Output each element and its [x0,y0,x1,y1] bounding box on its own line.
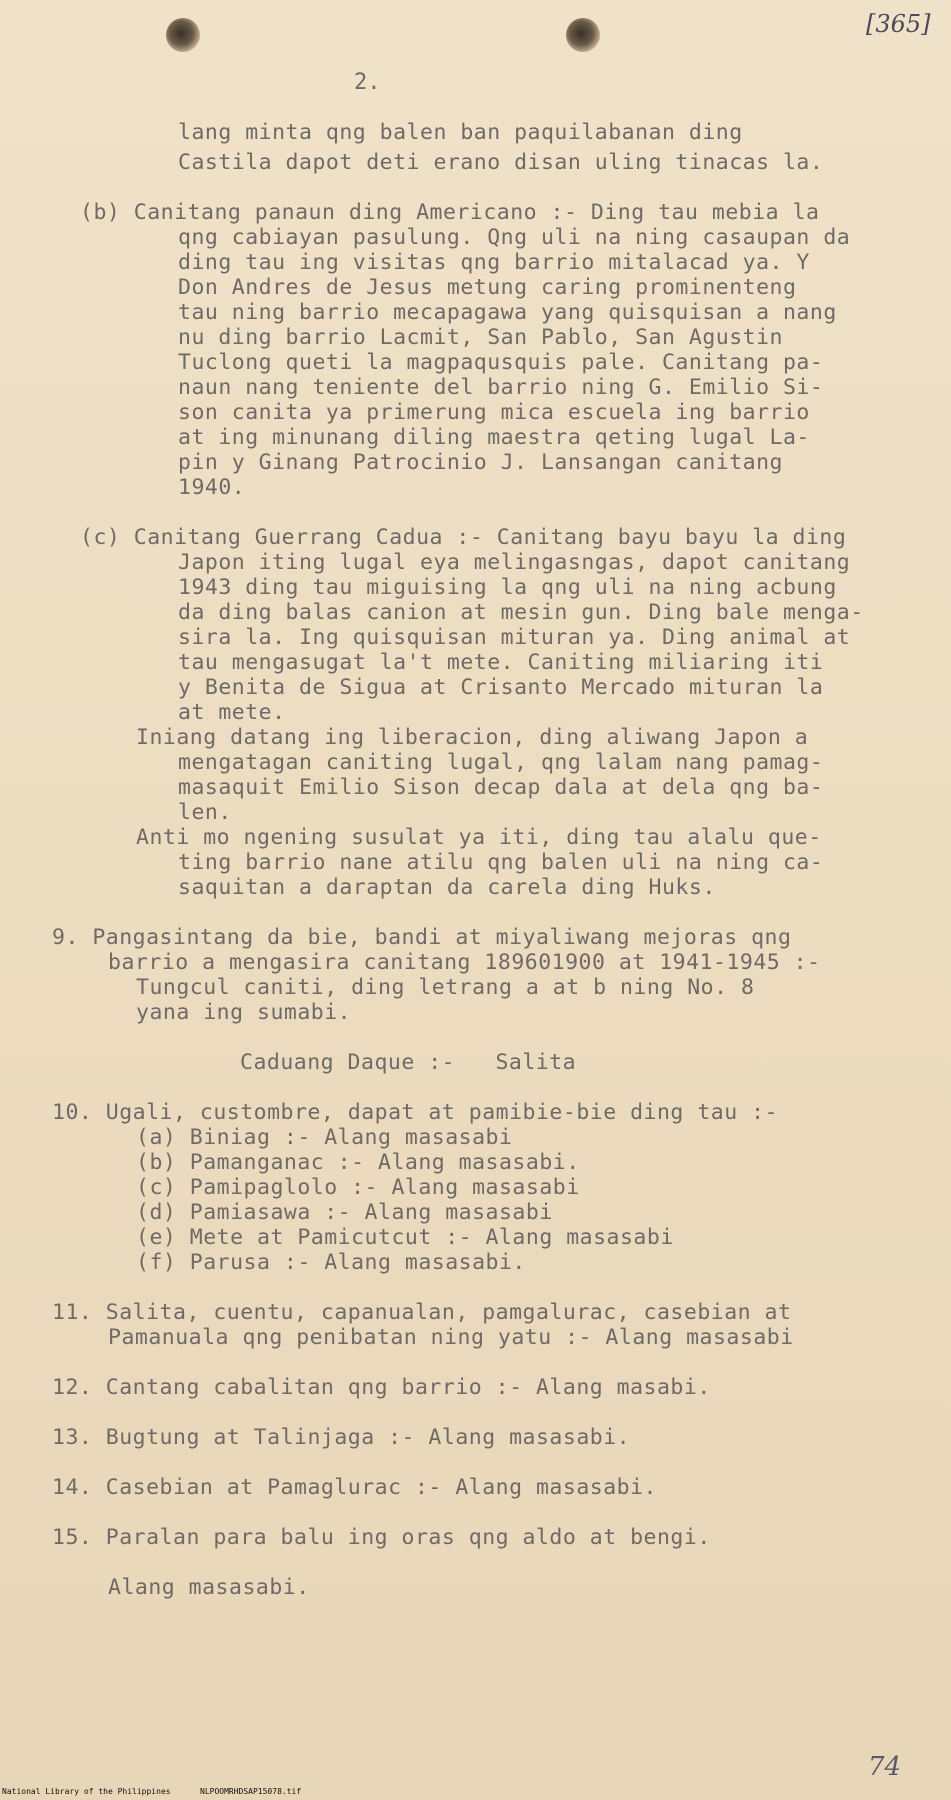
text-line: lang minta qng balen ban paquilabanan ding [178,120,743,145]
text-line: Iniang datang ing liberacion, ding aliwang Japon a [136,725,809,750]
text-line: Tuclong queti la magpaqusquis pale. Canitang pa- [178,350,824,375]
text-line: da ding balas canion at mesin gun. Ding bale menga- [178,600,864,625]
text-line: 12. Cantang cabalitan qng barrio :- Alang masabi. [52,1375,711,1400]
text-line: saquitan a daraptan da carela ding Huks. [178,875,716,900]
text-line: qng cabiayan pasulung. Qng uli na ning casaupan da [178,225,851,250]
section-heading: Caduang Daque :- Salita [240,1050,577,1075]
text-line: Castila dapot deti erano disan uling tinacas la. [178,150,824,175]
text-line: y Benita de Sigua at Crisanto Mercado mituran la [178,675,824,700]
page-number: 2. [354,70,381,95]
footer-library: National Library of the Philippines [2,1787,171,1796]
text-line: masaquit Emilio Sison decap dala at dela qng ba- [178,775,824,800]
punch-hole-right [566,18,600,52]
list-item: (b) Pamanganac :- Alang masasabi. [136,1150,580,1175]
text-line: Japon iting lugal eya melingasngas, dapot canitang [178,550,851,575]
text-line: tau ning barrio mecapagawa yang quisquisan a nang [178,300,837,325]
text-line: yana ing sumabi. [136,1000,352,1025]
text-line: barrio a mengasira canitang 189601900 at 1941-1945 :- [108,950,821,975]
list-item: (d) Pamiasawa :- Alang masasabi [136,1200,553,1225]
text-line: at ing minunang diling maestra qeting lugal La- [178,425,810,450]
text-line: 1943 ding tau miguising la qng uli na ning acbung [178,575,837,600]
footer-file: NLPOOMRHDSAP15078.tif [200,1787,302,1796]
text-line: ding tau ing visitas qng barrio mitalacad ya. Y [178,250,810,275]
text-line: 1940. [178,475,246,500]
text-line: Tungcul caniti, ding letrang a at b ning No. 8 [136,975,755,1000]
reference-number: [365] [866,10,931,38]
text-line: Pamanuala qng penibatan ning yatu :- Alang masasabi [108,1325,794,1350]
text-line: at mete. [178,700,286,725]
text-line: 13. Bugtung at Talinjaga :- Alang masasabi. [52,1425,631,1450]
text-line: 11. Salita, cuentu, capanualan, pamgalurac, casebian at [52,1300,792,1325]
text-line: tau mengasugat la't mete. Caniting miliaring iti [178,650,824,675]
text-line: 15. Paralan para balu ing oras qng aldo at bengi. [52,1525,711,1550]
text-line: 10. Ugali, custombre, dapat at pamibie-bie ding tau :- [52,1100,778,1125]
punch-hole-left [166,18,200,52]
text-line: Alang masasabi. [108,1575,310,1600]
text-line: 14. Casebian at Pamaglurac :- Alang masasabi. [52,1475,657,1500]
text-line: pin y Ginang Patrocinio J. Lansangan canitang [178,450,783,475]
text-line: mengatagan caniting lugal, qng lalam nang pamag- [178,750,824,775]
list-item: (f) Parusa :- Alang masasabi. [136,1250,526,1275]
text-line: ting barrio nane atilu qng balen uli na ning ca- [178,850,824,875]
list-item: (a) Biniag :- Alang masasabi [136,1125,513,1150]
text-line: Anti mo ngening susulat ya iti, ding tau alalu que- [136,825,822,850]
text-line: naun nang teniente del barrio ning G. Emilio Si- [178,375,824,400]
text-line: len. [178,800,232,825]
text-line: (b) Canitang panaun ding Americano :- Ding tau mebia la [80,200,820,225]
text-line: (c) Canitang Guerrang Cadua :- Canitang bayu bayu la ding [80,525,847,550]
list-item: (e) Mete at Pamicutcut :- Alang masasabi [136,1225,674,1250]
text-line: nu ding barrio Lacmit, San Pablo, San Agustin [178,325,783,350]
handwritten-number: 74 [868,1752,902,1782]
text-line: son canita ya primerung mica escuela ing barrio [178,400,810,425]
text-line: Don Andres de Jesus metung caring prominenteng [178,275,797,300]
text-line: 9. Pangasintang da bie, bandi at miyaliwang mejoras qng [52,925,792,950]
list-item: (c) Pamipaglolo :- Alang masasabi [136,1175,580,1200]
text-line: sira la. Ing quisquisan mituran ya. Ding animal at [178,625,851,650]
